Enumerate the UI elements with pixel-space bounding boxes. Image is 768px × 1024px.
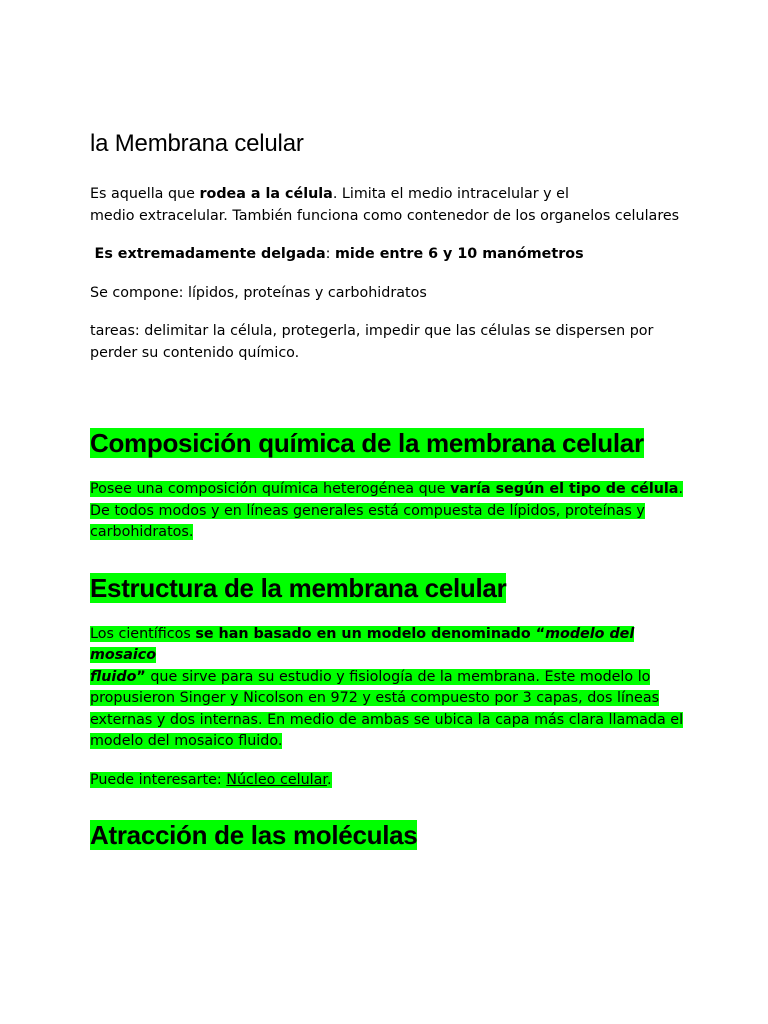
intro-p1-text-d: medio extracelular. También funciona como contenedor de los organelos celulares bbox=[90, 207, 680, 224]
section-heading-attraction-text: Atracción de las moléculas bbox=[90, 820, 418, 850]
intro-paragraph-3: Se compone: lípidos, proteínas y carbohidratos bbox=[90, 284, 427, 301]
structure-text-i: modelo del mosaico fluido. bbox=[90, 733, 283, 749]
intro-p1-text-a: Es aquella que bbox=[90, 186, 200, 202]
section-heading-structure-text: Estructura de la membrana celular bbox=[90, 572, 507, 603]
nucleo-celular-link[interactable]: Núcleo celular bbox=[226, 771, 327, 788]
structure-text-g: propusieron Singer y Nicolson en 972 y está compuesto por 3 capas, dos líneas bbox=[90, 690, 660, 706]
intro-paragraph-1 bbox=[90, 184, 690, 227]
structure-text-h: externas y dos internas. En medio de ambas se ubica la capa más clara llamada el bbox=[90, 711, 684, 728]
intro-p2-bold-c: mide entre 6 y 10 manómetros bbox=[334, 246, 584, 262]
intro-p4-line-2: perder su contenido químico. bbox=[90, 344, 300, 361]
intro-p1-text-c: . Limita el medio intracelular y el bbox=[332, 186, 569, 202]
structure-text-a: Los científicos bbox=[90, 625, 196, 642]
section-heading-structure bbox=[90, 572, 690, 604]
intro-p4-line-1: tareas: delimitar la célula, protegerla, impedir que las células se dispersen por bbox=[90, 323, 654, 339]
composition-text-c: . bbox=[678, 481, 684, 497]
composition-text-e: carbohidratos. bbox=[90, 524, 194, 540]
intro-p2-colon: : bbox=[325, 246, 335, 262]
section-heading-composition bbox=[90, 427, 690, 459]
structure-bold-b: se han basado en un modelo denominado “ bbox=[195, 625, 546, 642]
structure-bold-italic-d: fluido bbox=[90, 668, 137, 685]
interest-paragraph bbox=[90, 770, 690, 792]
composition-paragraph bbox=[90, 479, 690, 544]
intro-p1-bold: rodea a la célula bbox=[199, 186, 333, 202]
interest-prefix: Puede interesarte: bbox=[90, 771, 227, 788]
structure-bold-e: ” bbox=[136, 668, 146, 685]
document-page bbox=[90, 128, 690, 851]
page-title: la Membrana celular bbox=[90, 130, 304, 157]
composition-text-a: Posee una composición química heterogénea que bbox=[90, 481, 451, 497]
composition-text-d: De todos modos y en líneas generales está compuesta de lípidos, proteínas y bbox=[90, 502, 645, 519]
structure-bold-italic-c: modelo del mosaico bbox=[90, 625, 635, 663]
section-heading-attraction bbox=[90, 819, 690, 851]
intro-paragraph-4 bbox=[90, 321, 690, 364]
intro-paragraph-2 bbox=[90, 244, 690, 266]
intro-p2-bold-a: Es extremadamente delgada bbox=[94, 246, 326, 262]
structure-text-f: que sirve para su estudio y fisiología de la membrana. Este modelo lo bbox=[145, 668, 651, 685]
composition-bold: varía según el tipo de célula bbox=[450, 481, 679, 497]
structure-paragraph bbox=[90, 624, 690, 753]
section-heading-composition-text: Composición química de la membrana celular bbox=[90, 428, 644, 458]
interest-suffix: . bbox=[326, 771, 332, 788]
